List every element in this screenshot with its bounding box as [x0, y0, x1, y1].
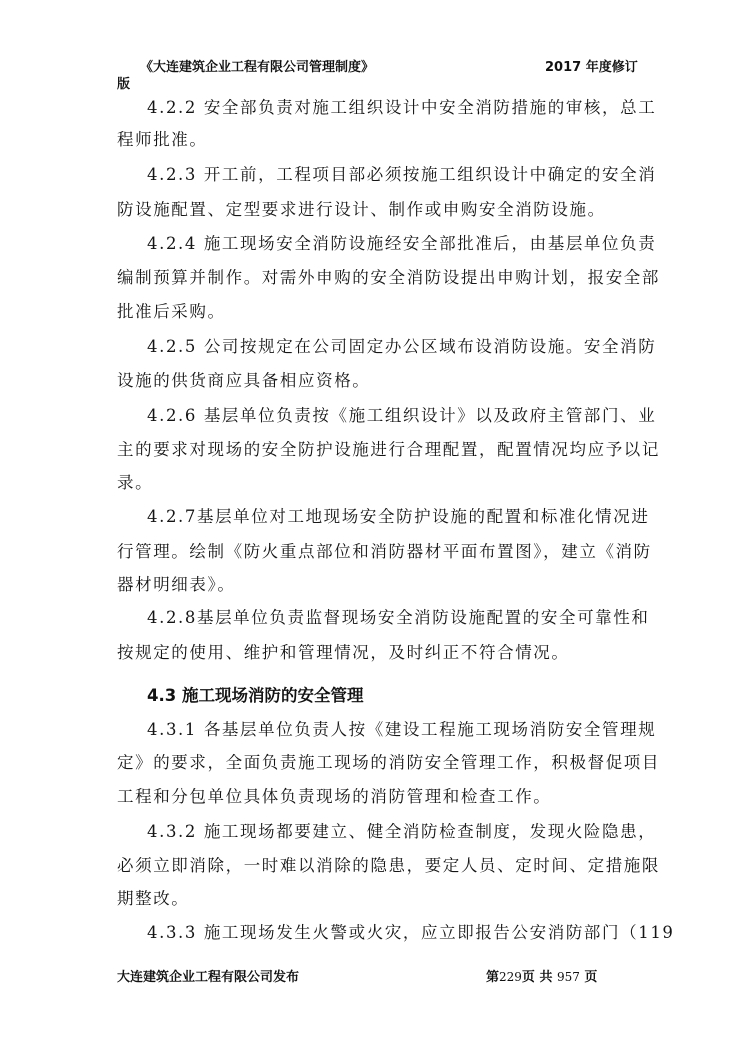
text-line: 设施的供货商应具备相应资格。 [117, 371, 371, 390]
text-line: 4.3.2 施工现场都要建立、健全消防检查制度，发现火险隐患， [147, 822, 657, 841]
text-line: 录。 [117, 473, 154, 492]
header-year: 2017 年度修订 [545, 60, 638, 75]
text-line: 必须立即消除，一时难以消除的隐患，要定人员、定时间、定措施限 [117, 856, 660, 875]
text-line: 4.2.6 基层单位负责按《施工组织设计》以及政府主管部门、业 [147, 406, 657, 425]
text-line: 定》的要求，全面负责施工现场的消防安全管理工作，积极督促项目 [117, 753, 660, 772]
text-line: 4.2.8基层单位负责监督现场安全消防设施配置的安全可靠性和 [147, 608, 650, 627]
total-pages: 957 [556, 970, 580, 984]
page-mid: 页 共 [521, 970, 553, 985]
text-line: 主的要求对现场的安全防护设施进行合理配置，配置情况均应予以记 [117, 440, 660, 459]
page-number: 229 [499, 970, 522, 984]
text-line: 期整改。 [117, 889, 190, 908]
section-heading: 4.3 施工现场消防的安全管理 [147, 686, 364, 705]
text-line: 4.3.1 各基层单位负责人按《建设工程施工现场消防安全管理规 [147, 720, 657, 739]
footer-page-info [486, 966, 597, 985]
text-line: 器材明细表》。 [117, 575, 236, 594]
text-line: 4.2.7基层单位对工地现场安全防护设施的配置和标准化情况进 [147, 507, 650, 526]
text-line: 批准后采购。 [117, 302, 226, 321]
header-title: 《大连建筑企业工程有限公司管理制度》 [140, 60, 375, 75]
text-line: 行管理。绘制《防火重点部位和消防器材平面布置图》，建立《消防 [117, 542, 652, 561]
footer-publisher: 大连建筑企业工程有限公司发布 [117, 970, 300, 985]
text-line: 4.3.3 施工现场发生火警或火灾，应立即报告公安消防部门（119 [147, 923, 675, 942]
text-line: 防设施配置、定型要求进行设计、制作或申购安全消防设施。 [117, 200, 606, 219]
text-line: 按规定的使用、维护和管理情况，及时纠正不符合情况。 [117, 643, 570, 662]
header-wrap: 版 [117, 77, 131, 92]
text-line: 4.2.4 施工现场安全消防设施经安全部批准后，由基层单位负责 [147, 234, 657, 253]
page-suffix: 页 [584, 970, 598, 985]
page-prefix: 第 [486, 970, 500, 985]
text-line: 工程和分包单位具体负责现场的消防管理和检查工作。 [117, 787, 552, 806]
text-line: 编制预算并制作。对需外申购的安全消防设提出申购计划，报安全部 [117, 268, 660, 287]
text-line: 4.2.3 开工前，工程项目部必须按施工组织设计中确定的安全消 [147, 165, 657, 184]
text-line: 4.2.5 公司按规定在公司固定办公区域布设消防设施。安全消防 [147, 337, 657, 356]
text-line: 4.2.2 安全部负责对施工组织设计中安全消防措施的审核，总工 [147, 98, 657, 117]
text-line: 程师批准。 [117, 130, 208, 149]
